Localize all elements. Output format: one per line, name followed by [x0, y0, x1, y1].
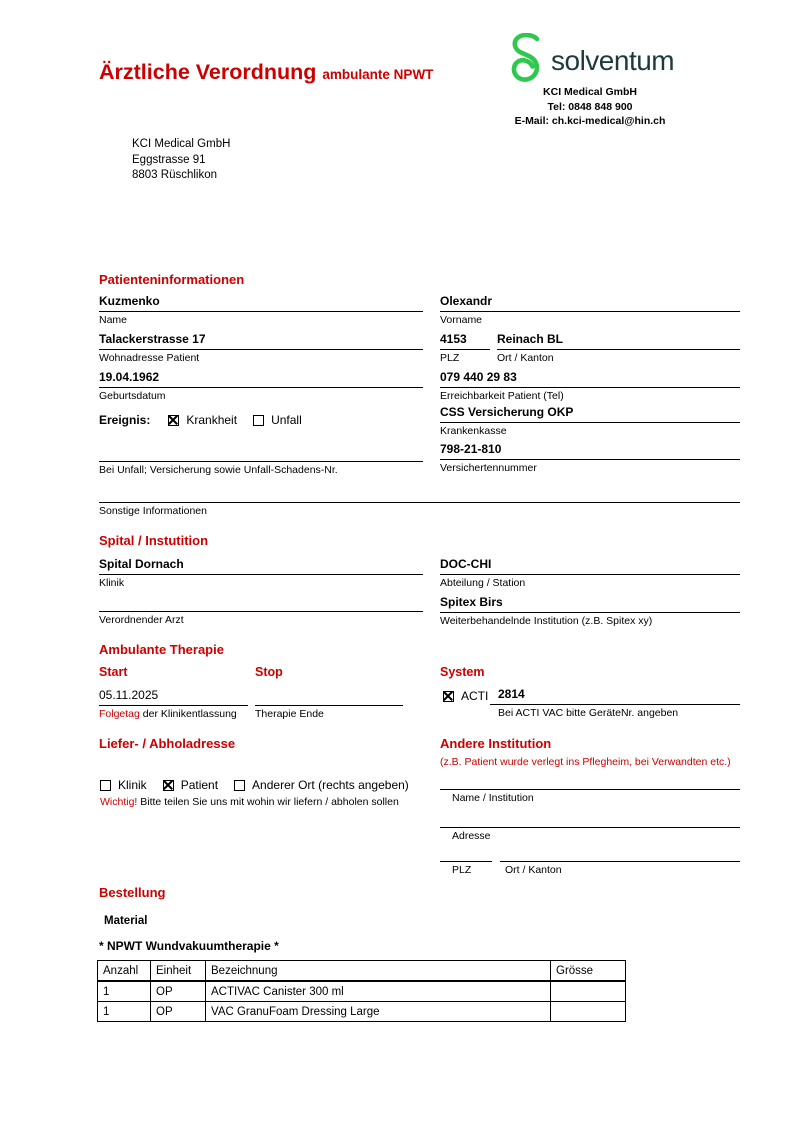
- clinic-label: Klinik: [99, 577, 125, 589]
- field-start: [99, 688, 248, 720]
- delivery-note: [100, 796, 399, 808]
- patient-address-label: Wohnadresse Patient: [99, 352, 200, 364]
- sender-address: [132, 137, 230, 184]
- system-heading: System: [440, 665, 485, 679]
- field-arzt: [99, 594, 423, 626]
- krankheit-checkbox: [168, 415, 179, 426]
- follow-up-institution-label: Weiterbehandelnde Institution (z.B. Spitex xy): [440, 615, 653, 627]
- acti-label: ACTI: [461, 689, 489, 703]
- field-ort: [497, 332, 740, 364]
- cell-bezeichnung: VAC GranuFoam Dressing Large: [206, 1002, 551, 1022]
- field-krankenkasse: [440, 405, 740, 437]
- patient-option-label: Patient: [180, 778, 219, 792]
- section-liefer-title: Liefer- / Abholadresse: [99, 736, 236, 751]
- cell-bezeichnung: ACTIVAC Canister 300 ml: [206, 981, 551, 1002]
- system-checkbox-row: [443, 689, 488, 703]
- company-contact: [455, 85, 725, 129]
- ereignis-row: [99, 413, 302, 427]
- patient-phone-value: 079 440 29 83: [440, 370, 740, 388]
- field-weiterbehandelnde: [440, 595, 740, 627]
- field-andere-adresse: [440, 810, 740, 842]
- field-system-device: [490, 687, 740, 719]
- table-row: [98, 1002, 626, 1022]
- doctor-value: [99, 594, 423, 612]
- section-therapie-title: Ambulante Therapie: [99, 642, 224, 657]
- cell-einheit: OP: [151, 981, 206, 1002]
- patient-address-value: Talackerstrasse 17: [99, 332, 423, 350]
- anderer-ort-option-label: Anderer Ort (rechts angeben): [252, 778, 409, 792]
- patient-phone-label: Erreichbarkeit Patient (Tel): [440, 390, 564, 402]
- company-phone: Tel: 0848 848 900: [547, 100, 633, 113]
- patient-checkbox: [163, 780, 174, 791]
- field-unfall-nr: [99, 444, 423, 476]
- form-title: Ärztliche Verordnung: [99, 60, 317, 84]
- table-row: [98, 981, 626, 1002]
- folgetag-red: Folgetag: [99, 708, 140, 720]
- col-anzahl: Anzahl: [98, 961, 151, 982]
- field-klinik: [99, 557, 423, 589]
- patient-vorname-value: Olexandr: [440, 294, 740, 312]
- ereignis-label: Ereignis:: [99, 413, 151, 427]
- field-andere-ort: [500, 844, 740, 876]
- section-patient-title: Patienteninformationen: [99, 272, 245, 287]
- field-plz: [440, 332, 490, 364]
- stop-date-label: Therapie Ende: [255, 708, 324, 720]
- patient-birthdate-value: 19.04.1962: [99, 370, 423, 388]
- section-spital-title: Spital / Instutition: [99, 533, 209, 548]
- field-andere-name: [440, 772, 740, 804]
- section-bestellung-title: Bestellung: [99, 885, 166, 900]
- solventum-logo-icon: [503, 33, 547, 88]
- section-andere-title: Andere Institution: [440, 736, 552, 751]
- krankheit-label: Krankheit: [186, 413, 238, 427]
- folgetag-rest: der Klinikentlassung: [139, 708, 237, 720]
- wichtig-rest: Bitte teilen Sie uns mit wohin wir liefern / abholen sollen: [137, 796, 399, 808]
- field-name: [99, 294, 423, 326]
- sender-street: Eggstrasse 91: [132, 153, 206, 166]
- form-subtitle: ambulante NPWT: [322, 67, 434, 82]
- patient-plz-label: PLZ: [440, 352, 460, 364]
- sender-name: KCI Medical GmbH: [132, 138, 231, 150]
- patient-ort-value: Reinach BL: [497, 332, 740, 350]
- field-abteilung: [440, 557, 740, 589]
- field-vorname: [440, 294, 740, 326]
- cell-groesse: [551, 981, 626, 1002]
- cell-groesse: [551, 1002, 626, 1022]
- andere-adresse-value: [440, 810, 740, 828]
- col-bezeichnung: Bezeichnung: [206, 961, 551, 982]
- accident-number-value: [99, 444, 423, 462]
- material-table: [97, 960, 626, 1022]
- field-andere-plz: [440, 844, 492, 876]
- andere-ort-value: [500, 844, 740, 862]
- stop-date-value: [255, 688, 403, 706]
- clinic-value: Spital Dornach: [99, 557, 423, 575]
- andere-name-value: [440, 772, 740, 790]
- patient-birthdate-label: Geburtsdatum: [99, 390, 166, 402]
- department-value: DOC-CHI: [440, 557, 740, 575]
- start-date-label: [99, 708, 248, 720]
- field-stop: [255, 688, 403, 720]
- npwt-group-title: * NPWT Wundvakuumtherapie *: [99, 939, 279, 953]
- col-einheit: Einheit: [151, 961, 206, 982]
- start-date-value: 05.11.2025: [99, 688, 248, 706]
- other-info-value: [99, 485, 740, 503]
- material-heading: Material: [104, 915, 148, 927]
- field-geburtsdatum: [99, 370, 423, 402]
- field-versichertennummer: [440, 442, 740, 474]
- company-email: E-Mail: ch.kci-medical@hin.ch: [514, 115, 666, 127]
- start-heading: Start: [99, 665, 128, 679]
- patient-plz-value: 4153: [440, 332, 490, 350]
- insurance-value: CSS Versicherung OKP: [440, 405, 740, 423]
- patient-name-value: Kuzmenko: [99, 294, 423, 312]
- sender-city: 8803 Rüschlikon: [132, 169, 218, 181]
- cell-anzahl: 1: [98, 981, 151, 1002]
- cell-einheit: OP: [151, 1002, 206, 1022]
- patient-vorname-label: Vorname: [440, 314, 483, 326]
- patient-ort-label: Ort / Kanton: [497, 352, 554, 364]
- andere-adresse-label: Adresse: [452, 830, 491, 842]
- patient-name-label: Name: [99, 314, 128, 326]
- klinik-option-label: Klinik: [118, 778, 147, 792]
- andere-ort-label: Ort / Kanton: [505, 864, 562, 876]
- department-label: Abteilung / Station: [440, 577, 526, 589]
- field-sonstige: [99, 485, 740, 517]
- device-number-value: 2814: [490, 687, 740, 705]
- solventum-wordmark: solventum: [551, 44, 675, 76]
- table-header-row: [98, 961, 626, 982]
- page-title: [99, 60, 433, 85]
- insurance-label: Krankenkasse: [440, 425, 507, 437]
- col-groesse: Grösse: [551, 961, 626, 982]
- field-tel: [440, 370, 740, 402]
- follow-up-institution-value: Spitex Birs: [440, 595, 740, 613]
- andere-plz-label: PLZ: [452, 864, 472, 876]
- accident-number-label: Bei Unfall; Versicherung sowie Unfall-Schadens-Nr.: [99, 464, 338, 476]
- anderer-ort-checkbox: [234, 780, 245, 791]
- andere-name-label: Name / Institution: [452, 792, 534, 804]
- andere-subtitle: (z.B. Patient wurde verlegt ins Pflegheim, bei Verwandten etc.): [440, 756, 731, 768]
- stop-heading: Stop: [255, 665, 283, 679]
- device-number-label: Bei ACTI VAC bitte GeräteNr. angeben: [498, 707, 679, 719]
- klinik-checkbox: [100, 780, 111, 791]
- company-name: KCI Medical GmbH: [543, 86, 637, 98]
- acti-checkbox: [443, 691, 454, 702]
- insured-number-value: 798-21-810: [440, 442, 740, 460]
- unfall-checkbox: [253, 415, 264, 426]
- insured-number-label: Versichertennummer: [440, 462, 537, 474]
- unfall-label: Unfall: [271, 413, 302, 427]
- delivery-options-row: [100, 778, 409, 792]
- doctor-label: Verordnender Arzt: [99, 614, 184, 626]
- solventum-logo: [503, 33, 674, 88]
- cell-anzahl: 1: [98, 1002, 151, 1022]
- field-wohnadresse: [99, 332, 423, 364]
- other-info-label: Sonstige Informationen: [99, 505, 207, 517]
- andere-plz-value: [440, 844, 492, 862]
- wichtig-red: Wichtig!: [100, 796, 138, 808]
